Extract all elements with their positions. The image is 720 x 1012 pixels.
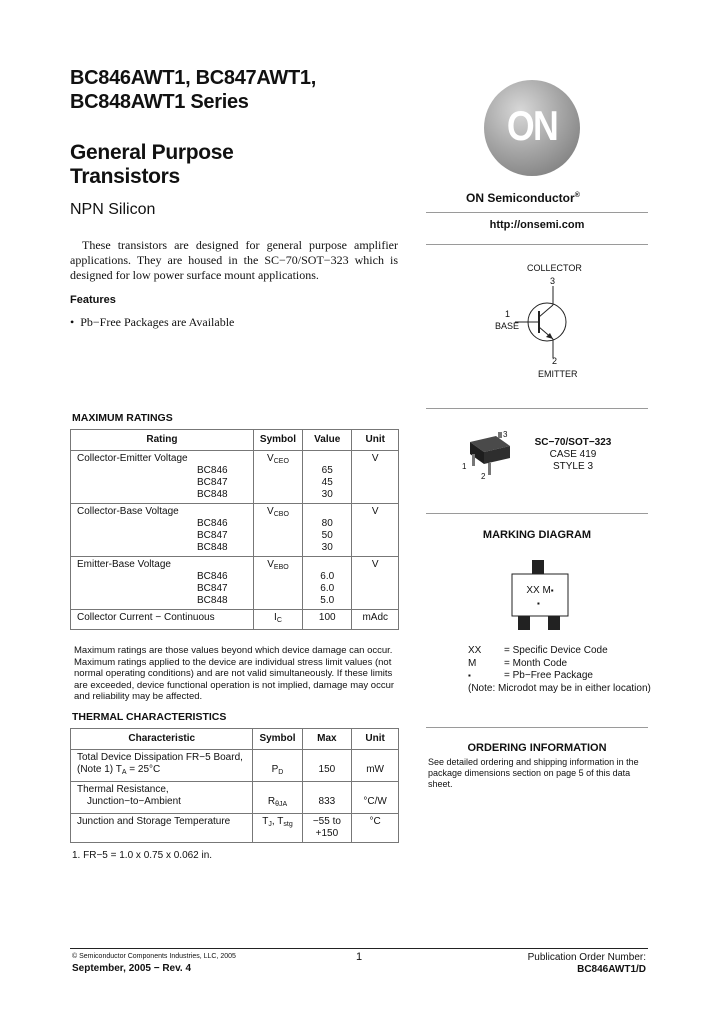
microdot-icon: ▪ [550,586,554,595]
on-semi-logo [484,80,580,176]
legend-key: XX [468,645,482,656]
thermal-table [70,728,399,843]
package-name: SC−70/SOT−323 [534,437,612,448]
brand-name-text: ON Semiconductor [466,191,575,205]
unit: mW [366,764,384,775]
symbol: I [274,612,277,623]
characteristic-text: Junction−to−Ambient [87,796,181,807]
unit-cell: V [352,504,399,557]
legend-desc: = Month Code [504,657,568,669]
symbol-subscript: D [278,769,284,776]
device-class-line2: Transistors [70,165,180,188]
unit-cell: °C [352,814,399,843]
microdot-icon: ▪ [537,599,540,608]
col-header: Symbol [253,430,302,451]
marking-note: (Note: Microdot may be in either location) [468,682,651,694]
table-row [71,782,399,814]
copyright: © Semiconductor Components Industries, LLC, 2005 [72,953,236,960]
max-cell [302,814,352,843]
device-name: BC846 [197,465,228,476]
col-header: Characteristic [71,729,253,750]
symbol: V [267,453,274,464]
characteristic-text: Total Device Dissipation FR−5 Board, [77,752,243,763]
device-type: NPN Silicon [70,201,156,218]
logo-text: ON [506,102,558,149]
max-ratings-table [70,429,399,630]
value: 30 [321,489,333,500]
registered-mark: ® [574,192,580,199]
rating-name: Emitter-Base Voltage [77,559,171,570]
part-title [70,66,316,114]
value: 6.0 [320,583,335,594]
package-pin-1: 1 [462,462,467,471]
package-info [528,437,618,473]
value-cell [303,557,352,610]
device-name: BC848 [197,542,228,553]
publication-label: Publication Order Number: [527,952,646,963]
table-row [71,451,399,504]
symbol-cell [253,814,302,843]
col-header: Max [302,729,352,750]
symbol-subscript: CEO [273,458,289,465]
max-value: 150 [318,764,336,775]
legend-desc: = Specific Device Code [504,645,608,656]
device-name: BC848 [197,489,228,500]
divider [426,212,648,213]
characteristic-cell [71,750,253,782]
divider [426,513,648,514]
table-header-row [71,729,399,750]
col-header: Symbol [253,729,302,750]
legend-row [468,658,658,671]
value-cell: 100 [303,610,352,630]
device-class-line1: General Purpose [70,141,234,164]
symbol: T [262,816,269,827]
marking-title: MARKING DIAGRAM [482,529,592,541]
website-link[interactable]: http://onsemi.com [489,219,585,231]
unit-cell [352,750,399,782]
value-cell [303,451,352,504]
max-value: 833 [318,796,336,807]
revision-date: September, 2005 − Rev. 4 [72,963,192,974]
brand-name [466,191,580,205]
value: 30 [321,542,333,553]
symbol: V [267,559,274,570]
footer-divider [70,948,648,949]
legend-row [468,645,658,658]
features-heading: Features [70,294,116,306]
characteristic-cell [71,782,253,814]
value-cell [303,504,352,557]
npn-transistor-symbol [500,280,590,370]
symbol-subscript: J [268,821,272,828]
part-title-line2: BC848AWT1 Series [70,91,249,113]
package-pin-2: 2 [481,472,486,481]
table-row [71,814,399,843]
max-value: −55 to [312,816,341,827]
marking-code [512,585,568,596]
legend-key: ▪ [468,671,471,680]
unit-cell [352,782,399,814]
symbol-cell [253,557,302,610]
characteristic-text: Thermal Resistance, [77,784,169,795]
package-pin-3: 3 [503,430,508,439]
bullet-icon: • [70,315,81,329]
symbol-cell [253,750,302,782]
symbol-subscript: stg [283,821,293,828]
symbol: P [271,764,279,775]
base-label: BASE [495,321,520,331]
table-header-row [71,430,399,451]
rating-cell [71,504,254,557]
text-part: = 25°C [126,764,161,775]
collector-pin: 3 [550,276,556,286]
table-row [71,504,399,557]
legend-key: M [468,657,477,669]
device-name: BC847 [197,583,228,594]
collector-label: COLLECTOR [527,263,582,273]
package-case: CASE 419 [549,449,597,460]
symbol-subscript: C [276,617,282,624]
legend-desc: = Pb−Free Package [504,670,593,681]
symbol: V [267,506,274,517]
marking-code-text: XX M [526,585,551,596]
symbol-cell [253,610,302,630]
sc70-package-image [458,430,518,482]
ordering-title: ORDERING INFORMATION [467,742,607,754]
rating-name: Collector-Base Voltage [77,506,179,517]
table-row [71,610,399,630]
table-row [71,557,399,610]
value: 50 [321,530,333,541]
symbol-cell [253,782,302,814]
rating-cell [71,451,254,504]
max-cell [302,782,352,814]
value: 5.0 [320,595,335,606]
rating-name: Collector-Emitter Voltage [77,453,188,464]
text-part: (Note 1) T [77,764,122,775]
col-header: Unit [352,430,399,451]
ordering-text: See detailed ordering and shipping information in the package dimensions section on page 5 of this data sheet. [428,757,639,789]
max-ratings-title: MAXIMUM RATINGS [72,412,173,424]
publication-order [440,952,646,976]
subscript: A [121,769,127,776]
value: 45 [321,477,333,488]
unit: °C/W [363,796,387,807]
publication-number: BC846AWT1/D [577,964,646,975]
symbol-cell [253,451,302,504]
symbol-subscript: CBO [273,511,289,518]
value: 6.0 [320,571,335,582]
symbol-cell [253,504,302,557]
unit-cell: V [352,557,399,610]
device-class [70,141,234,189]
col-header: Unit [352,729,399,750]
part-title-line1: BC846AWT1, BC847AWT1, [70,67,316,89]
device-name: BC848 [197,595,228,606]
value: 80 [321,518,333,529]
symbol: R [267,796,276,807]
device-name: BC847 [197,530,228,541]
base-pin: 1 [505,309,511,319]
table-row [71,750,399,782]
rating-name: Collector Current − Continuous [71,610,254,630]
unit-cell: V [352,451,399,504]
thermal-title: THERMAL CHARACTERISTICS [72,711,227,723]
page-number: 1 [356,951,363,963]
divider [426,727,648,728]
description: These transistors are designed for general purpose amplifier applications. They are housed in the SC−70/SOT−323 which is designed for low power surface mount applications. [70,238,398,282]
divider [426,408,648,409]
characteristic-cell: Junction and Storage Temperature [71,814,253,843]
emitter-pin: 2 [552,356,558,366]
legend-row [468,670,658,683]
col-header: Value [303,430,352,451]
marking-package-outline [508,560,572,632]
feature-item: Pb−Free Packages are Available [80,315,235,329]
device-name: BC846 [197,571,228,582]
max-ratings-note: Maximum ratings are those values beyond which device damage can occur. Maximum ratings applied to the device are individual stress limit values (not normal operating conditions) and are not valid simultaneously. If these limits are exceeded, device functional operation is not implied, damage may occur and reliability may be affected. [74,645,395,702]
value: 65 [321,465,333,476]
package-style: STYLE 3 [552,461,594,472]
unit-cell: mAdc [352,610,399,630]
symbol-subscript: θJA [275,801,288,808]
divider [426,244,648,245]
features-list [70,315,234,330]
characteristic-text [77,764,246,779]
device-name: BC846 [197,518,228,529]
device-name: BC847 [197,477,228,488]
col-header: Rating [71,430,254,451]
rating-cell [71,557,254,610]
max-cell [302,750,352,782]
symbol: , T [271,816,284,827]
max-value: +150 [315,828,339,839]
marking-legend [468,645,658,695]
symbol-subscript: EBO [273,564,289,571]
emitter-label: EMITTER [538,369,578,379]
footnote: 1. FR−5 = 1.0 x 0.75 x 0.062 in. [72,850,213,861]
